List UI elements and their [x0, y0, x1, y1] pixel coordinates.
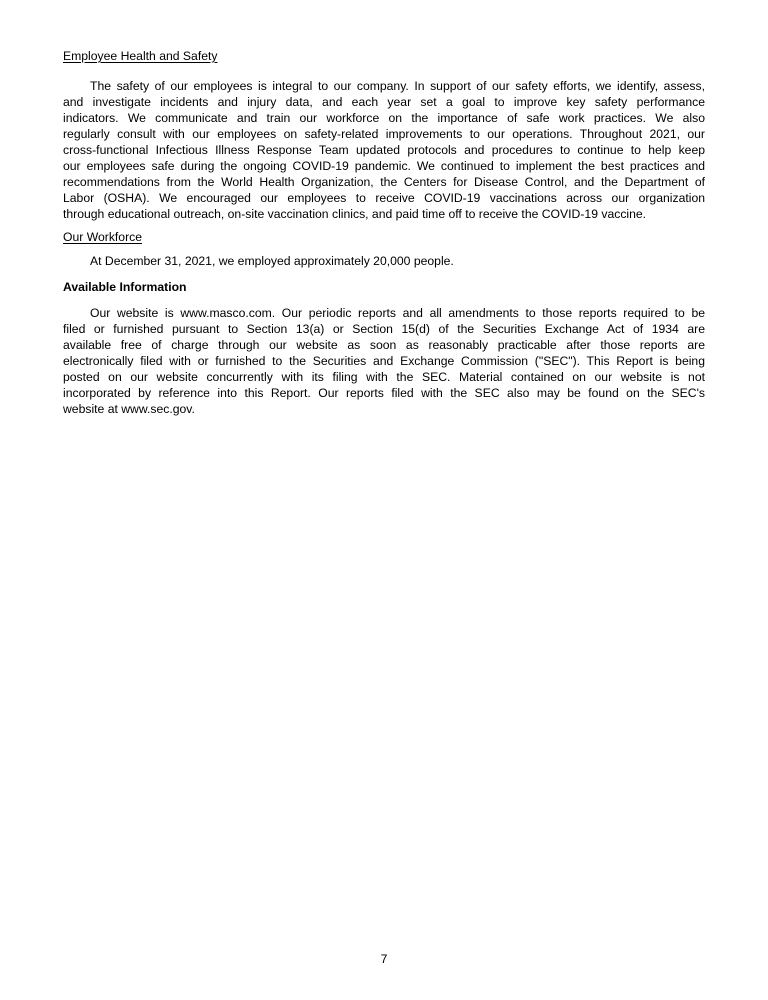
paragraph-available-information	[63, 305, 705, 417]
text-line: electronically filed with or furnished to the Securities and Exchange Commission ("SEC"). This Report is being	[63, 354, 705, 368]
text-line: Labor (OSHA). We encouraged our employees to receive COVID-19 vaccinations across our organization	[63, 191, 705, 205]
text-line: website at www.sec.gov.	[63, 402, 195, 416]
section-heading-employee-health-and-safety: Employee Health and Safety	[63, 49, 218, 63]
paragraph-employee-health-and-safety	[63, 78, 705, 222]
section-our-workforce	[63, 229, 705, 269]
text-line: At December 31, 2021, we employed approximately 20,000 people.	[90, 254, 454, 268]
text-line: filed or furnished pursuant to Section 13(a) or Section 15(d) of the Securities Exchange Act of 1934 are	[63, 322, 705, 336]
text-line: and investigate incidents and injury data, and each year set a goal to improve key safety performance	[63, 95, 705, 109]
section-heading-available-information: Available Information	[63, 280, 187, 294]
paragraph-our-workforce	[63, 253, 705, 269]
text-line: indicators. We communicate and train our workforce on the importance of safe work practices. We also	[63, 111, 705, 125]
text-line: Our website is www.masco.com. Our periodic reports and all amendments to those reports required to be	[90, 306, 705, 320]
text-line: available free of charge through our website as soon as reasonably practicable after those reports are	[63, 338, 705, 352]
text-line: through educational outreach, on-site vaccination clinics, and paid time off to receive the COVID-19 vaccine.	[63, 207, 647, 221]
text-line: cross-functional Infectious Illness Response Team updated protocols and procedures to continue to help keep	[63, 143, 705, 157]
text-line: regularly consult with our employees on safety-related improvements to our operations. Throughout 2021, our	[63, 127, 705, 141]
text-line: posted on our website concurrently with its filing with the SEC. Material contained on our website is not	[63, 370, 705, 384]
text-line: incorporated by reference into this Report. Our reports filed with the SEC also may be found on the SEC's	[63, 386, 705, 400]
text-line: recommendations from the World Health Organization, the Centers for Disease Control, and the Department of	[63, 175, 705, 189]
section-available-information	[63, 279, 705, 417]
text-line: The safety of our employees is integral to our company. In support of our safety efforts, we identify, assess,	[90, 79, 705, 93]
section-employee-health-and-safety	[63, 48, 705, 222]
text-line: our employees safe during the ongoing COVID-19 pandemic. We continued to implement the best practices and	[63, 159, 705, 173]
page-number: 7	[380, 952, 388, 966]
section-heading-our-workforce: Our Workforce	[63, 230, 143, 244]
